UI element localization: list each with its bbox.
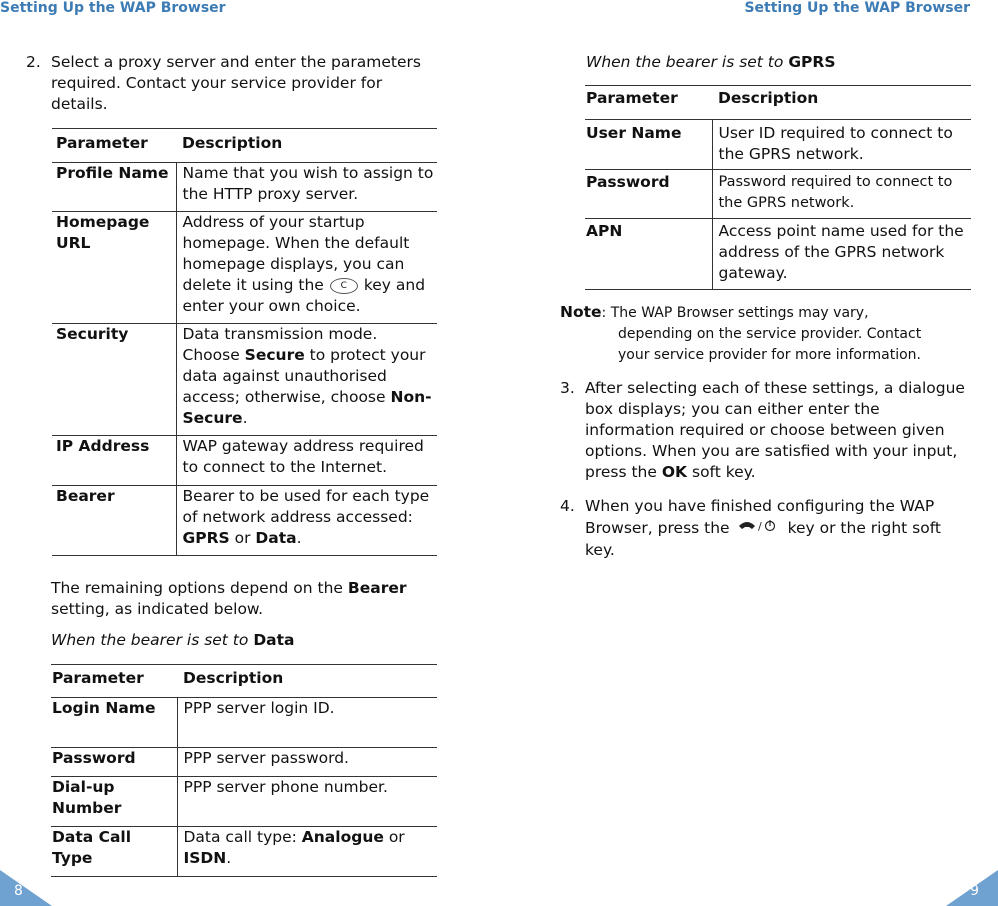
table-header-parameter: Parameter: [585, 86, 712, 120]
table-row: [51, 827, 437, 877]
param-cell: APN: [585, 219, 712, 290]
desc-bold: Secure: [244, 346, 305, 364]
data-parameter-table: [51, 664, 437, 877]
step-text: [585, 496, 972, 561]
step-4: [560, 496, 972, 561]
desc-bold: Data: [255, 529, 297, 547]
text-bold: OK: [661, 463, 688, 481]
page-number-left: 8: [14, 883, 23, 899]
param-cell: Security: [52, 324, 176, 436]
desc-text: key and enter your own choice.: [182, 276, 426, 315]
desc-cell: Name that you wish to assign to the HTTP proxy server.: [176, 163, 437, 212]
page-corner-left: [0, 870, 52, 906]
page-number-right: 9: [970, 883, 979, 899]
step-2: [26, 52, 438, 115]
note-block: [560, 302, 960, 366]
table-row: [52, 486, 437, 556]
param-cell: Dial-up Number: [51, 777, 177, 827]
step-number: 4.: [560, 497, 575, 515]
desc-text: Address of your startup homepage. When the default homepage displays, you can delete it using the: [182, 213, 410, 294]
note-text: depending on the service provider. Contact: [618, 326, 922, 342]
desc-cell: PPP server phone number.: [177, 777, 437, 827]
table-row: [585, 170, 971, 219]
header-left: Setting Up the WAP Browser: [0, 0, 226, 16]
desc-text: or: [234, 529, 251, 547]
gprs-bearer-caption: [586, 52, 836, 73]
desc-cell: [176, 212, 437, 324]
param-cell: Password: [585, 170, 712, 219]
desc-text: Data transmission mode. Choose: [182, 325, 378, 364]
text: setting, as indicated below.: [51, 600, 264, 618]
param-cell: User Name: [585, 120, 712, 170]
table-row: [585, 219, 971, 290]
table-row: [51, 777, 437, 827]
text: After selecting each of these settings, a dialogue box displays; you can either enter the information required or choose between given options. When you are satisfied with your input, press the: [585, 379, 965, 481]
step-3: [560, 378, 972, 483]
table-row: [52, 324, 437, 436]
table-header-description: Description: [712, 86, 971, 120]
caption-bold: Data: [253, 631, 295, 649]
param-cell: Profile Name: [52, 163, 176, 212]
desc-bold: ISDN: [183, 849, 227, 867]
desc-text: to protect your data against unauthorised access; otherwise, choose: [182, 346, 426, 406]
desc-text: .: [242, 409, 248, 427]
step-number: 2.: [26, 53, 41, 71]
text: When you have finished configuring the WAP Browser, press the: [585, 497, 935, 537]
desc-bold: Analogue: [301, 828, 384, 846]
svg-text:/: /: [757, 520, 762, 533]
text: The remaining options depend on the: [51, 579, 343, 597]
table-row: [52, 163, 437, 212]
desc-text: .: [226, 849, 232, 867]
step-text: Select a proxy server and enter the parameters required. Contact your service provider for details.: [51, 53, 421, 113]
desc-text: .: [296, 529, 302, 547]
note-text: your service provider for more information.: [618, 347, 921, 363]
desc-text: Data call type:: [183, 828, 297, 846]
desc-cell: Password required to connect to the GPRS network.: [712, 170, 971, 219]
data-bearer-caption: [51, 630, 295, 651]
table-header-description: Description: [176, 129, 437, 163]
desc-cell: [176, 486, 437, 556]
header-right: Setting Up the WAP Browser: [744, 0, 970, 16]
desc-cell: [176, 324, 437, 436]
end-power-key-icon: [736, 517, 782, 540]
table-header-description: Description: [177, 665, 437, 698]
table-row: [52, 212, 437, 324]
desc-bold: Non-Secure: [182, 388, 432, 427]
desc-text: or: [388, 828, 405, 846]
caption-text: When the bearer is set to: [586, 53, 784, 71]
step-text: [585, 378, 972, 483]
proxy-parameter-table: [52, 128, 437, 556]
text: soft key.: [692, 463, 756, 481]
note-text: : The WAP Browser settings may vary,: [601, 305, 869, 321]
desc-cell: WAP gateway address required to connect to the Internet.: [176, 436, 437, 486]
param-cell: Login Name: [51, 698, 177, 748]
remaining-options-text: [51, 578, 441, 620]
table-row: [51, 698, 437, 748]
desc-cell: PPP server login ID.: [177, 698, 437, 748]
param-cell: Data Call Type: [51, 827, 177, 877]
caption-text: When the bearer is set to: [51, 631, 249, 649]
param-cell: Homepage URL: [52, 212, 176, 324]
table-header-parameter: Parameter: [52, 129, 176, 163]
step-number: 3.: [560, 379, 575, 397]
gprs-parameter-table: [585, 85, 971, 290]
note-label: Note: [560, 303, 602, 321]
table-row: [52, 436, 437, 486]
c-key-icon: C: [330, 278, 358, 294]
param-cell: IP Address: [52, 436, 176, 486]
table-header-parameter: Parameter: [51, 665, 177, 698]
caption-bold: GPRS: [788, 53, 836, 71]
desc-cell: [177, 827, 437, 877]
desc-bold: GPRS: [182, 529, 230, 547]
text-bold: Bearer: [347, 579, 407, 597]
param-cell: Bearer: [52, 486, 176, 556]
table-row: [51, 748, 437, 777]
desc-cell: PPP server password.: [177, 748, 437, 777]
table-row: [585, 120, 971, 170]
desc-cell: User ID required to connect to the GPRS network.: [712, 120, 971, 170]
text: key or the right soft key.: [585, 519, 941, 559]
desc-cell: Access point name used for the address of the GPRS network gateway.: [712, 219, 971, 290]
desc-text: Bearer to be used for each type of network address accessed:: [182, 487, 430, 526]
param-cell: Password: [51, 748, 177, 777]
